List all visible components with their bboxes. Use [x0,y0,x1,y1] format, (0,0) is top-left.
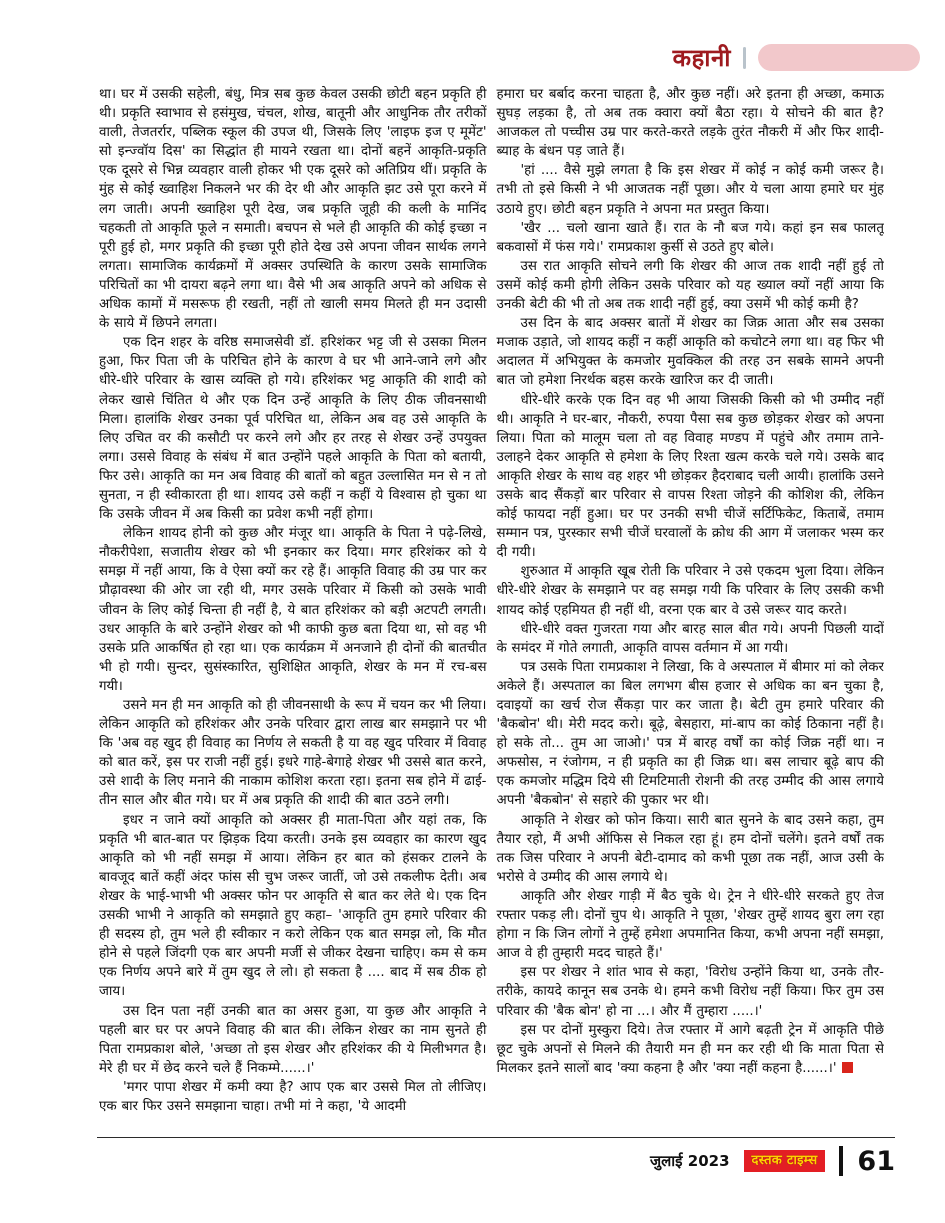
story-paragraph: धीरे-धीरे करके एक दिन वह भी आया जिसकी किसी को भी उम्मीद नहीं थी। आकृति ने घर-बार, नौकरी, रुपया पैसा सब कुछ छोड़कर शेखर को अपना लिया। पिता को मालूम चला तो वह विवाह मण्डप में पहुंचे और तमाम ताने-उलाहने देकर आकृति से हमेशा के लिए रिश्ता खत्म करके चले गये। उसके बाद आकृति शेखर के साथ वह शहर भी छोड़कर हैदराबाद चली आयी। हालांकि उसने उसके बाद सैंकड़ों बार परिवार से वापस रिश्ता जोड़ने की कोशिश की, लेकिन कोई फायदा नहीं हुआ। घर पर उनकी सभी चीजें सर्टिफिकेट, किताबें, तमाम सम्मान पत्र, पुरस्कार सभी चीजें घरवालों के क्रोध की आग में जलाकर भस्म कर दी गयी। [496,392,884,561]
story-paragraph: 'हां .... वैसे मुझे लगता है कि इस शेखर में कोई न कोई कमी जरूर है। तभी तो इसे किसी ने भी आजतक नहीं पूछा। और ये चला आया हमारे घर मुंह उठाये हुए। छोटी बहन प्रकृति ने अपना मत प्रस्तुत किया। [496,163,884,217]
story-paragraph: था। घर में उसकी सहेली, बंधु, मित्र सब कुछ केवल उसकी छोटी बहन प्रकृति ही थी। प्रकृति स्वाभाव से हसंमुख, चंचल, शोख, बातूनी और आधुनिक तौर तरीकों वाली, तेजतर्रार, पब्लिक स्कूल की उपज थी, जिसके लिए 'लाइफ इज ए मूमेंट' सो इन्ज्वॉय दिस' का सिद्धांत ही मायने रखता था। दोनों बहनें आकृति-प्रकृति एक दूसरे से भिन्न व्यवहार वाली होकर भी एक दूसरे को अतिप्रिय थीं। प्रकृति के मुंह से कोई ख्वाहिश निकलने भर की देर थी और आकृति झट उसे पूरा करने में लग जाती। अपनी ख्वाहिश पूरी देख, जब प्रकृति जूही की कली के मानिंद चहकती तो आकृति फूले न समाती। बचपन से भले ही आकृति की कोई इच्छा न पूरी हुई हो, मगर प्रकृति की इच्छा पूरी होते देख उसे अपना जीवन सार्थक लगने लगता। सामाजिक कार्यक्रमों में अक्सर उपस्थिति के कारण उसके सामाजिक परिचितों का भी दायरा बढ़ने लगा था। वैसे भी अब आकृति अपने को अधिक से अधिक कामों में मसरूफ ही रखती, नहीं तो खाली समय मिलते ही मन उदासी के साये में छिपने लगता। [99,87,487,332]
story-paragraph: उसने मन ही मन आकृति को ही जीवनसाथी के रूप में चयन कर भी लिया। लेकिन आकृति को हरिशंकर और उनके परिवार द्वारा लाख बार समझाने पर भी कि 'अब वह खुद ही विवाह का निर्णय ले सकती है या वह खुद परिवार में विवाह को बात करें, इस पर राजी नहीं हुई। इधरे गाहे-बेगाहे शेखर भी उससे बात करने, उसे शादी के लिए मनाने की नाकाम कोशिश करता रहा। इतना सब होने में ढाई-तीन साल और बीत गये। घर में अब प्रकृति की शादी की बात उठने लगी। [99,698,487,809]
right-column [497,85,885,1130]
story-paragraph: उस रात आकृति सोचने लगी कि शेखर की आज तक शादी नहीं हुई तो उसमें कोई कमी होगी लेकिन उसके परिवार को यह ख्याल क्यों नहीं आया कि उनकी बेटी की भी तो अब तक शादी नहीं हुई, क्या उसमें भी कोई कमी है? [496,258,884,313]
story-paragraph: आकृति ने शेखर को फोन किया। सारी बात सुनने के बाद उसने कहा, तुम तैयार रहो, मैं अभी ऑफिस से निकल रहा हूं। हम दोनों चलेंगे। इतने वर्षों तक तक जिस परिवार ने अपनी बेटी-दामाद को कभी पूछा तक नहीं, आज उसी के भरोसे वे उम्मीद की आस लगाये थे। [496,812,884,885]
story-paragraph: एक दिन शहर के वरिष्ठ समाजसेवी डॉ. हरिशंकर भट्ट जी से उसका मिलन हुआ, फिर पिता जी के परिचित होने के कारण वे घर भी आने-जाने लगे और धीरे-धीरे परिवार के खास व्यक्ति हो गये। हरिशंकर भट्ट आकृति की शादी को लेकर खासे चिंतित थे और एक दिन उन्हें आकृति के लिए ठीक जीवनसाथी मिला। हालांकि शेखर उनका पूर्व परिचित था, लेकिन अब वह उसे आकृति के लिए उचित वर की कसौटी पर करने लगे और हर तरह से शेखर उन्हें उपयुक्त लगा। उससे विवाह के संबंध में बात उन्होंने पहले आकृति के पिता को बतायी, फिर उसे। आकृति का मन अब विवाह की बातों को बहुत उल्लासित मन से न तो सुनता, न ही स्वीकारता ही था। शायद उसे कहीं न कहीं ये विश्वास हो चुका था कि उसके जीवन में अब किसी का प्रवेश कभी नहीं होगा। [99,335,487,523]
footer-rule [97,1137,895,1138]
story-paragraph-text: इस पर दोनों मुस्कुरा दिये। तेज रफ्तार में आगे बढ़ती ट्रेन में आकृति पीछे छूट चुके अपनों से मिलने की तैयारी मन ही मन कर रही थी कि माता पिता से मिलकर इतने सालों बाद 'क्या कहना है और 'क्या नहीं कहना है......।' [496,1022,884,1076]
header-separator [743,47,746,69]
story-body [99,85,884,1130]
story-paragraph: इधर न जाने क्यों आकृति को अक्सर ही माता-पिता और यहां तक, कि प्रकृति भी बात-बात पर झिड़क दिया करती। उनके इस व्यवहार का कारण खुद आकृति को भी नहीं समझ में आया। लेकिन हर बात को हंसकर टालने के बावजूद बातें कहीं अंदर फांस सी चुभ जरूर जातीं, जो उसे तकलीफ देती। अब शेखर के भाई-भाभी भी अक्सर फोन पर आकृति से बात कर लेते थे। एक दिन उसकी भाभी ने आकृति को समझाते हुए कहा– 'आकृति तुम हमारे परिवार की ही सदस्य हो, तुम भले ही स्वीकार न करो लेकिन एक बात समझ लो, कि मौत होने से पहले जिंदगी एक बार अपनी मर्जी से जीकर देखना चाहिए। कम से कम एक निर्णय अपने बारे में तुम खुद ले लो। हो सकता है .... बाद में सब ठीक हो जाय। [99,812,487,1000]
page-number: 61 [857,1145,895,1177]
story-last-paragraph [497,1021,885,1078]
story-paragraph: उस दिन के बाद अक्सर बातों में शेखर का जिक्र आता और सब उसका मजाक उड़ाते, जो शायद कहीं न कहीं आकृति को कचोटने लगा था। वह फिर भी अदालत में अभियुक्त के कमजोर मुवक्किल की तरह उन सबके सामने अपनी बात जो हमेशा निरर्थक बहस करके खारिज कर दी जाती। [496,316,884,389]
story-paragraph: लेकिन शायद होनी को कुछ और मंजूर था। आकृति के पिता ने पढ़े-लिखे, नौकरीपेशा, सजातीय शेखर को भी इनकार कर दिया। मगर हरिशंकर को ये समझ में नहीं आया, कि वे ऐसा क्यों कर रहे हैं। आकृति विवाह की उम्र पार कर प्रौढ़ावस्था की ओर जा रही थी, मगर उसके परिवार में किसी को उसके भावी जीवन के लिए कोई चिन्ता ही नहीं है, ये बात हरिशंकर को बड़ी अटपटी लगती। उधर आकृति के बारे उन्होंने शेखर को भी काफी कुछ बता दिया था, सो वह भी उसके प्रति आकर्षित हो रहा था। एक कार्यक्रम में अनजाने ही दोनों की बातचीत भी हो गयी। सुन्दर, सुसंस्कारित, सुशिक्षित आकृति, शेखर के मन में रच-बस गयी। [99,526,487,694]
story-paragraph: उस दिन पता नहीं उनकी बात का असर हुआ, या कुछ और आकृति ने पहली बार घर पर अपने विवाह की बात की। लेकिन शेखर का नाम सुनते ही पिता रामप्रकाश बोले, 'अच्छा तो इस शेखर और हरिशंकर की ये मिलीभगत है। मेरे ही घर में छेद करने चले हैं निकम्मे......।' [99,1003,487,1076]
footer-divider-bar [839,1146,843,1176]
story-paragraph: 'मगर पापा शेखर में कमी क्या है? आप एक बार उससे मिल तो लीजिए। एक बार फिर उसने समझाना चाहा। तभी मां ने कहा, 'ये आदमी [99,1079,487,1114]
story-paragraph: धीरे-धीरे वक्त गुजरता गया और बारह साल बीत गये। अपनी पिछली यादों के समंदर में गोते लगाती, आकृति वापस वर्तमान में आ गयी। [496,621,884,656]
story-paragraph: इस पर शेखर ने शांत भाव से कहा, 'विरोध उन्होंने किया था, उनके तौर-तरीके, कायदे कानून सब उनके थे। हमने कभी विरोध नहीं किया। फिर तुम उस परिवार की 'बैक बोन' हो ना ...। और मैं तुम्हारा .....।' [496,965,884,1019]
story-paragraph: 'खैर ... चलो खाना खाते हैं। रात के नौ बज गये। कहां इन सब फालतू बकवासों में फंस गये।' रामप्रकाश कुर्सी से उठते हुए बोले। [496,220,884,255]
header-pill-decoration [758,44,920,71]
section-title: कहानी [672,43,731,72]
issue-date: जुलाई 2023 [649,1152,730,1170]
story-paragraph: आकृति और शेखर गाड़ी में बैठ चुके थे। ट्रेन ने धीरे-धीरे सरकते हुए तेज रफ्तार पकड़ ली। दोनों चुप थे। आकृति ने पूछा, 'शेखर तुम्हें शायद बुरा लग रहा होगा न कि जिन लोगों ने तुम्हें हमेशा अपमानित किया, कभी अपना नहीं समझा, आज वे ही तुम्हारी मदद चाहते हैं।' [496,888,884,962]
end-of-story-marker-icon [842,1062,853,1073]
page-footer [650,1146,895,1176]
magazine-logo: दस्तक टाइम्स [744,1150,826,1172]
story-paragraph: शुरुआत में आकृति खूब रोती कि परिवार ने उसे एकदम भुला दिया। लेकिन धीरे-धीरे शेखर के समझाने पर वह समझ गयी कि परिवार के लिए उसकी कभी शायद कोई एहमियत ही नहीं थी, वरना एक बार वे उसे जरूर याद करते। [496,564,884,618]
page-header [673,44,920,71]
story-paragraph: पत्र उसके पिता रामप्रकाश ने लिखा, कि वे अस्पताल में बीमार मां को लेकर अकेले हैं। अस्पताल का बिल लगभग बीस हजार से अधिक का बन चुका है, दवाइयों का खर्च रोज सैंकड़ा पार कर जाता है। बेटी तुम हमारे परिवार की 'बैकबोन' थी। मेरी मदद करो। बूढ़े, बेसहारा, मां-बाप का कोई ठिकाना नहीं है। हो सके तो... तुम आ जाओ।' पत्र में बारह वर्षों का कोई जिक्र नहीं था। न अफसोस, न रंजोगम, न ही प्रकृति का ही जिक्र था। बस लाचार बूढ़े बाप की एक कमजोर मद्धिम दिये सी टिमटिमाती रोशनी की तरह उम्मीद की आस लगाये अपनी 'बैकबोन' से सहारे की पुकार भर थी। [496,659,884,809]
story-paragraph: हमारा घर बर्बाद करना चाहता है, और कुछ नहीं। अरे इतना ही अच्छा, कमाऊ सुघड़ लड़का है, तो अब तक क्वारा क्यों बैठा रहा। ये सोचने की बात है? आजकल तो पच्चीस उम्र पार करते-करते लड़के तुरंत नौकरी में और फिर शादी-ब्याह के बंधन पड़ जाते हैं। [496,87,884,160]
left-column [99,85,487,1130]
